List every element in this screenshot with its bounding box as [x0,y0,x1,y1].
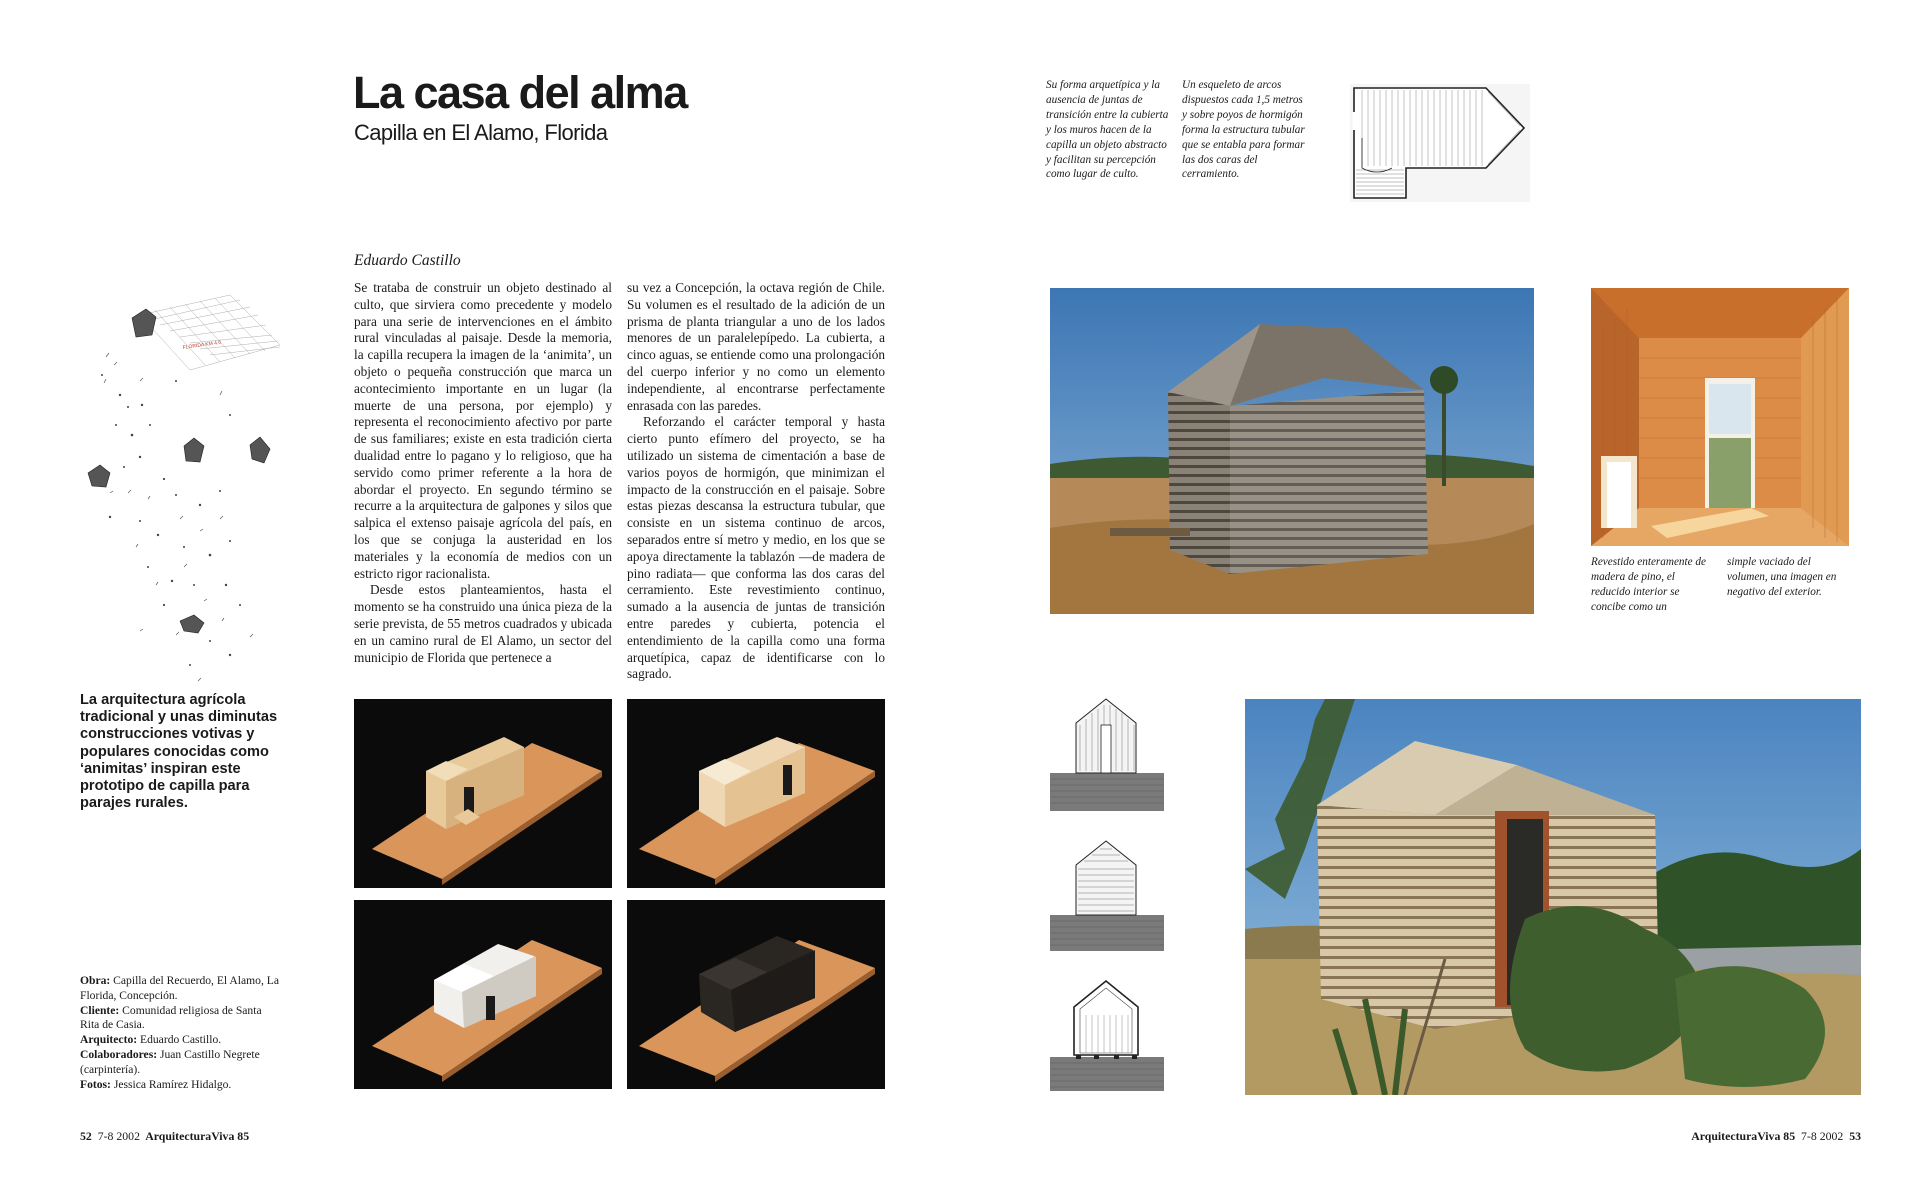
page-number: 53 [1849,1129,1861,1143]
magazine-name: ArquitecturaViva 85 [1691,1129,1796,1143]
article-author: Eduardo Castillo [354,252,461,269]
issue-date: 7-8 2002 [97,1129,140,1143]
body-paragraph: Reforzando el carácter temporal y hasta cierto punto efímero del proyecto, se ha utilizado un sistema de cimentación a base de varios poyos de hormigón, que minimizan el impacto de la construcción en el paisaje. Sobre estas piezas descansa la estructura tubular, que consiste en un sistema continuo de arcos, separados entre sí metro y medio, en los que se apoya directamente la tablazón —de madera de pino radiata— que conforma las dos caras del cerramiento. Este revestimiento continuo, sumado a la ausencia de juntas de transición entre paredes y cubierta, potencia el entendimiento de la capilla como una forma arquetípica, capaz de identificarse con lo sagrado. [627,414,885,682]
section-drawing [1050,975,1168,1093]
body-paragraph: Desde estos planteamientos, hasta el momento se ha construido una única pieza de la serie prevista, de 55 metros cuadrados y ubicada en un camino rural de El Alamo, un sector del municipio de Florida que pertenece a [354,582,612,665]
page-number: 52 [80,1129,92,1143]
article-subtitle: Capilla en El Alamo, Florida [354,120,608,145]
credit-item: Fotos: Jessica Ramírez Hidalgo. [80,1077,232,1091]
credit-item: Cliente: Comunidad religiosa de Santa Rita de Casia. [80,1003,262,1032]
floor-plan-drawing [1350,84,1530,202]
footer-left [80,1128,249,1144]
elevation-drawing-1 [1050,695,1168,813]
interior-caption-right: simple vaciado del volumen, una imagen en negativo del exterior. [1727,556,1837,598]
body-column-2 [627,280,885,683]
interior-photo [1591,288,1849,546]
interior-caption-left: Revestido enteramente de madera de pino, el reducido interior se concibe como un [1591,556,1706,613]
article-title: La casa del alma [353,67,687,118]
magazine-name: ArquitecturaViva 85 [145,1129,250,1143]
elevation-drawing-2 [1050,835,1168,953]
model-photo-2 [627,699,885,888]
model-photo-4 [627,900,885,1089]
site-plan-label: FLORIDA KM 4.6 [182,339,222,351]
plan-caption-left: Su forma arquetípica y la ausencia de juntas de transición entre la cubierta y los muros hacen de la capilla un objeto abstracto y facilitan su percepción como lugar de culto. [1046,79,1169,181]
body-paragraph: Se trataba de construir un objeto destinado al culto, que sirviera como precedente y modelo para una serie de intervenciones en el ámbito rural vinculadas al paisaje. Desde la memoria, la capilla recupera la imagen de la ‘animita’, un objeto o pequeña construcción que marca un acontecimiento importante en un lugar (la muerte de una persona, por ejemplo) y representa el reconocimiento afectivo por parte de sus familiares; existe en esta tradición cierta dualidad entre lo pagano y lo religioso, que ha servido como primer referente a la hora de abordar el proyecto. En segundo término se recurre a la arquitectura de galpones y silos que salpica el extenso paisaje agrícola del país, en los que se conjuga la austeridad en los materiales y la economía de medios con un estricto rigor racionalista. [354,280,612,581]
credit-item: Colaboradores: Juan Castillo Negrete (carpintería). [80,1047,260,1076]
project-credits [80,974,280,1092]
footer-right [1680,1128,1861,1144]
issue-date: 7-8 2002 [1801,1129,1844,1143]
exterior-photo-1 [1050,288,1534,614]
exterior-photo-2 [1245,699,1861,1095]
credit-item: Arquitecto: Eduardo Castillo. [80,1033,222,1047]
plan-caption-right: Un esqueleto de arcos dispuestos cada 1,5 metros y sobre poyos de hormigón forma la estructura tubular que se entabla para formar las dos caras del cerramiento. [1182,79,1305,181]
credit-item: Obra: Capilla del Recuerdo, El Alamo, La Florida, Concepción. [80,974,279,1002]
model-photo-3 [354,900,612,1089]
lead-caption: La arquitectura agrícola tradicional y unas diminutas construcciones votivas y populares conocidas como ‘animitas’ inspiran este prototipo de capilla para parajes rurales. [80,692,278,812]
site-plan-drawing [80,285,305,685]
body-column-1 [354,280,612,666]
model-photo-1 [354,699,612,888]
body-paragraph: su vez a Concepción, la octava región de Chile. Su volumen es el resultado de la adición de un prisma de planta triangular a uno de los lados menores de un paralelepípedo. La cubierta, a cinco aguas, se entiende como una prolongación del cuerpo inferior y no como un elemento independiente, al encontrarse perfectamente enrasada con las paredes. [627,280,885,413]
